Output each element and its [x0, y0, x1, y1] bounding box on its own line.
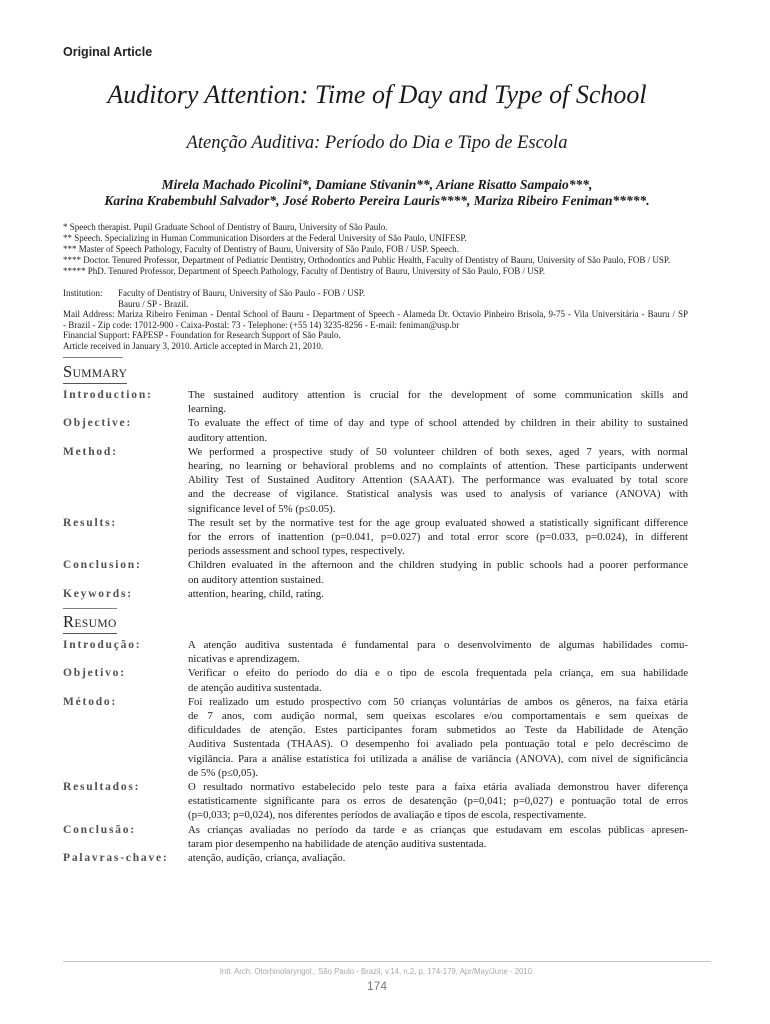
text-line: attention, hearing, child, rating. [188, 587, 324, 600]
mail-address-line: Mail Address: Mariza Ribeiro Feniman - Dental School of Bauru - Department of Speech - Alameda Dr. Octavio Pinheiro Brisola, 9-75 - Vila Universitária - Bauru / SP [63, 309, 688, 320]
author-line: Mirela Machado Picolini*, Damiane Stivanin**, Ariane Risatto Sampaio***, [161, 177, 593, 192]
resumo-introducao [63, 638, 688, 666]
text-line: dificuldades de atenção. Estes participantes foram submetidos ao Teste da Habilidade de Atenção [188, 724, 688, 737]
summary-results-label: Results: [63, 516, 118, 529]
resumo-body [63, 638, 688, 865]
text-line: hearing, no learning or behavioral problems and no complaints of attention. These participants underwent [188, 460, 688, 473]
text-line: As crianças avaliadas no período da tarde e as crianças que estudavam em escolas públicas apresen- [188, 823, 688, 836]
affiliation-line: *** Master of Speech Pathology, Faculty of Dentistry of Bauru, University of São Paulo, FOB / USP. Speech. [63, 243, 459, 254]
summary-keywords-label: Keywords: [63, 587, 133, 600]
text-line: (p=0,033; p=0,024), nos diferentes períodos de avaliação e tipos de escola, respectivamente. [188, 809, 587, 822]
text-line: de atenção auditiva sustentada. [188, 681, 322, 694]
resumo-palavras-chave-label: Palavras-chave: [63, 852, 169, 865]
resumo-conclusao [63, 823, 688, 851]
resumo-resultados-text [188, 780, 688, 823]
summary-body [63, 388, 688, 601]
text-line: nicativas e aprendizagem. [188, 653, 300, 666]
text-line: on auditory attention sustained. [188, 573, 324, 586]
summary-top-rule [63, 357, 123, 358]
resumo-introducao-text [188, 638, 688, 666]
text-line: vigilância. Para a análise estatística foi utilizada a análise de variância (ANOVA), com nível de significância [188, 752, 688, 765]
resumo-resultados [63, 780, 688, 823]
resumo-metodo [63, 695, 688, 780]
resumo-resultados-label: Resultados: [63, 781, 141, 794]
resumo-heading: RESUMO [63, 614, 117, 634]
resumo-objetivo-text [188, 666, 688, 694]
text-line: significance level of 5% (p≤0.05). [188, 502, 336, 515]
resumo-metodo-label: Método: [63, 695, 118, 708]
summary-method-label: Method: [63, 445, 118, 458]
resumo-objetivo-label: Objetivo: [63, 667, 126, 680]
summary-objective-text [188, 416, 688, 444]
summary-method-text [188, 445, 688, 516]
article-title: Auditory Attention: Time of Day and Type of School [107, 80, 647, 109]
institution-text: Faculty of Dentistry of Bauru, University of São Paulo - FOB / USP. [118, 288, 365, 298]
mail-address-line: - Brazil - Zip code: 17012-900 - Caixa-Postal: 73 - Telephone: (+55 14) 3235-8256 - E-mail: feniman@usp.br [63, 319, 460, 330]
summary-heading: SUMMARY [63, 364, 127, 384]
summary-keywords-text [188, 587, 688, 601]
institution-label: Institution: [63, 288, 103, 298]
journal-citation: Intl. Arch. Otorhinolaryngol., São Paulo - Brazil, v.14, n.2, p. 174-179, Apr/May/June - 2010. [219, 967, 535, 976]
text-line: Children evaluated in the afternoon and the children studying in public schools had a poorer performance [188, 559, 688, 572]
summary-method [63, 445, 688, 516]
text-line: Verificar o efeito do período do dia e o tipo de escola frequentada pela criança, em sua habilidade [188, 667, 688, 680]
summary-conclusion [63, 558, 688, 586]
financial-support: Financial Support: FAPESP - Foundation for Research Support of São Paulo. [63, 330, 341, 341]
text-line: Auditiva Sustentada (THAAS). O desempenho foi avaliado pela pontuação total e pelo decréscimo de [188, 738, 688, 751]
text-line: O resultado normativo estabelecido pelo teste para a faixa etária avaliada demonstrou haver diferença [188, 781, 688, 794]
text-line: and the decrease of vigilance. Statistical analysis was used to analysis of variance (ANOVA) with [188, 488, 688, 501]
resumo-objetivo [63, 666, 688, 694]
summary-introduction [63, 388, 688, 416]
summary-objective-label: Objective: [63, 417, 133, 430]
resumo-top-rule [63, 608, 117, 609]
text-line: A atenção auditiva sustentada é fundamental para o desenvolvimento de algumas habilidades comu- [188, 639, 688, 651]
summary-keywords [63, 587, 688, 601]
author-line: Karina Krabembuhl Salvador*, José Roberto Pereira Lauris****, Mariza Ribeiro Feniman*****. [104, 193, 650, 208]
text-line: periods assessment and school types, respectively. [188, 545, 405, 558]
text-line: taram pior desempenho na habilidade de atenção auditiva sustentada. [188, 837, 487, 850]
footer-rule [63, 961, 711, 962]
resumo-palavras-chave-text [188, 851, 688, 865]
text-line: for the errors of inattention (p=0.041, p=0.027) and total error score (p=0.033, p=0.024), in different [188, 531, 688, 544]
summary-introduction-text [188, 388, 688, 416]
article-type-label: Original Article [63, 45, 153, 59]
resumo-metodo-text [188, 695, 688, 780]
affiliation-line: ***** PhD. Tenured Professor, Department of Speech Pathology, Faculty of Dentistry of Bauru, University of São Paulo, FOB / USP. [63, 265, 545, 276]
text-line: We performed a prospective study of 50 volunteer children of both sexes, aged 7 years, with normal [188, 445, 688, 458]
affiliation-footnotes [63, 222, 670, 277]
summary-objective [63, 416, 688, 444]
text-line: de 5% (p≤0,05). [188, 766, 259, 779]
affiliation-line: * Speech therapist. Pupil Graduate School of Dentistry of Bauru, University of São Paulo. [63, 222, 388, 232]
text-line: To evaluate the effect of time of day and type of school attended by children in their ability to sustained [188, 417, 688, 430]
text-line: estatisticamente significante para os erros de desatenção (p=0,041; p=0,027) e pontuação total de erros [188, 795, 688, 808]
resumo-conclusao-text [188, 823, 688, 851]
resumo-conclusao-label: Conclusão: [63, 823, 136, 836]
summary-conclusion-label: Conclusion: [63, 559, 142, 572]
correspondence-block [63, 288, 688, 352]
page-number: 174 [366, 979, 388, 993]
summary-results [63, 516, 688, 559]
text-line: The sustained auditory attention is crucial for the development of some communication skills and [188, 389, 688, 401]
text-line: The result set by the normative test for the age group evaluated showed a statistically significant difference [188, 516, 688, 529]
summary-results-text [188, 516, 688, 559]
author-list [63, 177, 691, 209]
institution-text: Bauru / SP - Brazil. [118, 298, 189, 309]
text-line: learning. [188, 403, 227, 416]
text-line: atenção, audição, criança, avaliação. [188, 852, 346, 865]
text-line: Foi realizado um estudo prospectivo com 50 crianças voluntárias de ambos os gêneros, na faixa etária [188, 695, 688, 708]
text-line: auditory attention. [188, 431, 268, 444]
institution-row [63, 288, 688, 299]
resumo-introducao-label: Introdução: [63, 639, 142, 651]
resumo-palavras-chave [63, 851, 688, 865]
text-line: de 7 anos, com audição normal, sem queixas escolares e/ou comportamentais e sem queixas de [188, 710, 688, 723]
summary-introduction-label: Introduction: [63, 389, 153, 401]
article-dates: Article received in January 3, 2010. Article accepted in March 21, 2010. [63, 340, 324, 351]
text-line: Ability Test of Sustained Auditory Attention (SAAAT). The performance was evaluated by total score [188, 474, 688, 487]
affiliation-line: ** Speech. Specializing in Human Communication Disorders at the Federal University of São Paulo, UNIFESP. [63, 232, 467, 243]
summary-conclusion-text [188, 558, 688, 586]
article-subtitle: Atenção Auditiva: Período do Dia e Tipo de Escola [186, 133, 568, 153]
affiliation-line: **** Doctor. Tenured Professor, Department of Pediatric Dentistry, Orthodontics and Public Health, Faculty of Dentistry of Bauru, University of São Paulo, FOB / USP. [63, 254, 671, 265]
